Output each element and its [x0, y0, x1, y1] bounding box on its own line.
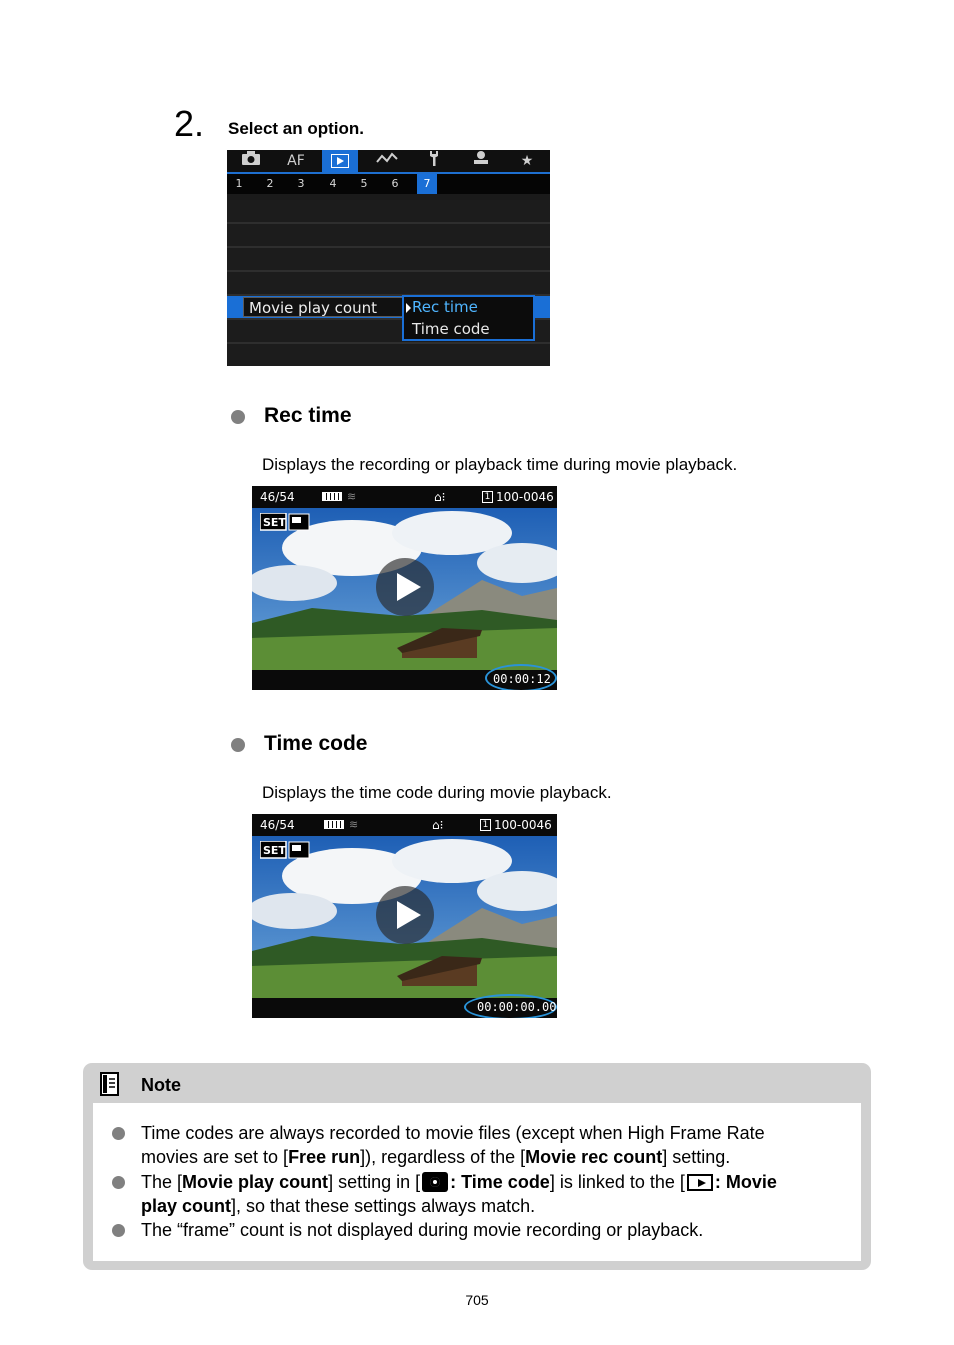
note-bullet-2-line-2: play count], so that these settings always match. [141, 1196, 536, 1216]
page-number-5: 5 [360, 177, 368, 190]
playback-icon [322, 150, 358, 172]
bullet-icon [112, 1176, 125, 1189]
page-number-2: 2 [266, 177, 274, 190]
wifi-icon: ≋ [347, 490, 357, 503]
playback-icon [687, 1174, 713, 1191]
menu-row [227, 224, 550, 248]
custom-icon [463, 150, 499, 172]
rec-time-value: 00:00:12 [493, 672, 551, 686]
playback-info-bar [252, 814, 557, 836]
star-icon: ★ [520, 153, 534, 169]
image-counter: 46/54 [260, 490, 295, 504]
page-number-6: 6 [391, 177, 399, 190]
note-bullet-3: The “frame” count is not displayed during movie recording or playback. [141, 1220, 704, 1240]
step-title: Select an option. [228, 119, 365, 138]
step-number: 2. [174, 103, 205, 144]
image-counter: 46/54 [260, 818, 295, 832]
camera-menu-screen [227, 150, 550, 366]
wireless-icon [369, 150, 405, 172]
page-number-3: 3 [297, 177, 305, 190]
rec-time-playback-screen [252, 486, 557, 690]
menu-row [227, 344, 550, 366]
time-code-playback-screen [252, 814, 557, 1018]
protect-icon: ⌂⁝ [432, 818, 444, 832]
playback-info-bar [252, 486, 557, 508]
rec-time-description: Displays the recording or playback time during movie playback. [262, 455, 738, 474]
menu-row [227, 248, 550, 272]
menu-row [227, 272, 550, 296]
bullet-icon [112, 1224, 125, 1237]
menu-row [227, 200, 550, 224]
note-title: Note [141, 1075, 181, 1095]
wrench-icon [416, 150, 452, 172]
protect-icon: ⌂⁝ [434, 490, 446, 504]
caret-right-icon [406, 303, 411, 313]
time-code-value: 00:00:00.00 [477, 1000, 557, 1014]
play-icon[interactable] [376, 558, 434, 616]
note-bullet-1-line-1: Time codes are always recorded to movie files (except when High Frame Rate [141, 1123, 765, 1143]
rec-time-heading: Rec time [264, 404, 352, 427]
note-bullet-1-line-2: movies are set to [Free run]), regardless of the [Movie rec count] setting. [141, 1147, 731, 1167]
set-button-icon [260, 513, 310, 531]
battery-icon [324, 820, 344, 829]
set-button-icon [260, 841, 310, 859]
menu-page-numbers [227, 174, 550, 194]
page-number-1: 1 [235, 177, 243, 190]
card-icon: 1 [482, 491, 493, 503]
battery-icon [322, 492, 342, 501]
note-bullet-2-line-1: The [Movie play count] setting in [ : Time code] is linked to the [ : Movie [141, 1172, 777, 1192]
time-code-heading: Time code [264, 732, 368, 755]
menu-item-movie-play-count: Movie play count [243, 297, 403, 317]
camera-icon [233, 150, 269, 172]
bullet-icon [231, 410, 245, 424]
option-rec-time: Rec time [412, 298, 478, 316]
option-time-code: Time code [412, 320, 490, 338]
card-icon: 1 [480, 819, 491, 831]
note-content [93, 1103, 861, 1261]
file-number: 100-0046 [494, 818, 552, 832]
note-icon [100, 1072, 120, 1096]
svg-text:SET: SET [263, 844, 286, 857]
bullet-icon [231, 738, 245, 752]
wifi-icon: ≋ [349, 818, 359, 831]
file-number: 100-0046 [496, 490, 554, 504]
time-code-description: Displays the time code during movie playback. [262, 783, 612, 802]
camera-icon [422, 1172, 448, 1192]
page-number: 705 [465, 1292, 489, 1308]
option-dropdown [402, 295, 535, 341]
svg-text:SET: SET [263, 516, 286, 529]
play-icon[interactable] [376, 886, 434, 944]
page-number-4: 4 [329, 177, 337, 190]
note-box [83, 1063, 871, 1270]
menu-tab-bar [227, 150, 550, 174]
tab-af: AF [287, 153, 305, 169]
page-number-7: 7 [417, 174, 437, 194]
bullet-icon [112, 1127, 125, 1140]
